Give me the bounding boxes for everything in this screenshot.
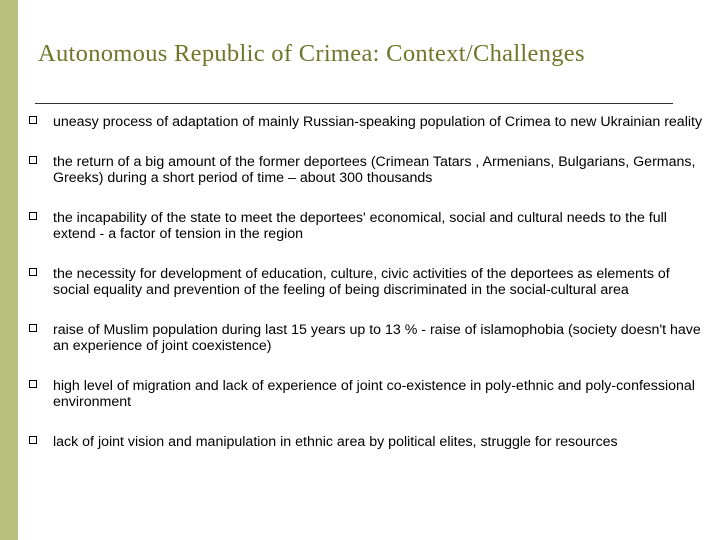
bullet-text: lack of joint vision and manipulation in ethnic area by political elites, struggle for resources (53, 433, 618, 450)
bullet-text: high level of migration and lack of experience of joint co-existence in poly-ethnic and poly-confessional environment (53, 377, 695, 410)
hollow-square-icon (29, 436, 37, 444)
bullet-text: the necessity for development of education, culture, civic activities of the deportees as elements of social equality and prevention of the feeling of being discriminated in the social-cultural area (53, 265, 670, 298)
bullet-item (28, 322, 708, 355)
hollow-square-icon (29, 268, 37, 276)
hollow-square-icon (29, 212, 37, 220)
title-divider (35, 103, 673, 104)
bullet-item (28, 378, 708, 411)
bullet-item (28, 114, 708, 131)
hollow-square-icon (29, 156, 37, 164)
hollow-square-icon (29, 116, 37, 124)
bullet-text: the return of a big amount of the former deportees (Crimean Tatars , Armenians, Bulgarians, Germans, Greeks) during a short period of time – about 300 thousands (53, 153, 696, 186)
bullet-item (28, 434, 708, 451)
bullet-text: raise of Muslim population during last 15 years up to 13 % - raise of islamophobia (society doesn't have an experience of joint coexistence) (53, 321, 701, 354)
bullet-text: the incapability of the state to meet the deportees' economical, social and cultural needs to the full extend - a factor of tension in the region (53, 209, 667, 242)
slide-title: Autonomous Republic of Crimea: Context/Challenges (38, 40, 585, 67)
hollow-square-icon (29, 324, 37, 332)
bullet-item (28, 266, 708, 299)
left-accent-bar (0, 0, 18, 540)
bullet-item (28, 154, 708, 187)
bullet-text: uneasy process of adaptation of mainly Russian-speaking population of Crimea to new Ukrainian reality (53, 114, 703, 130)
hollow-square-icon (29, 380, 37, 388)
bullet-list (28, 114, 708, 450)
bullet-item (28, 210, 708, 243)
